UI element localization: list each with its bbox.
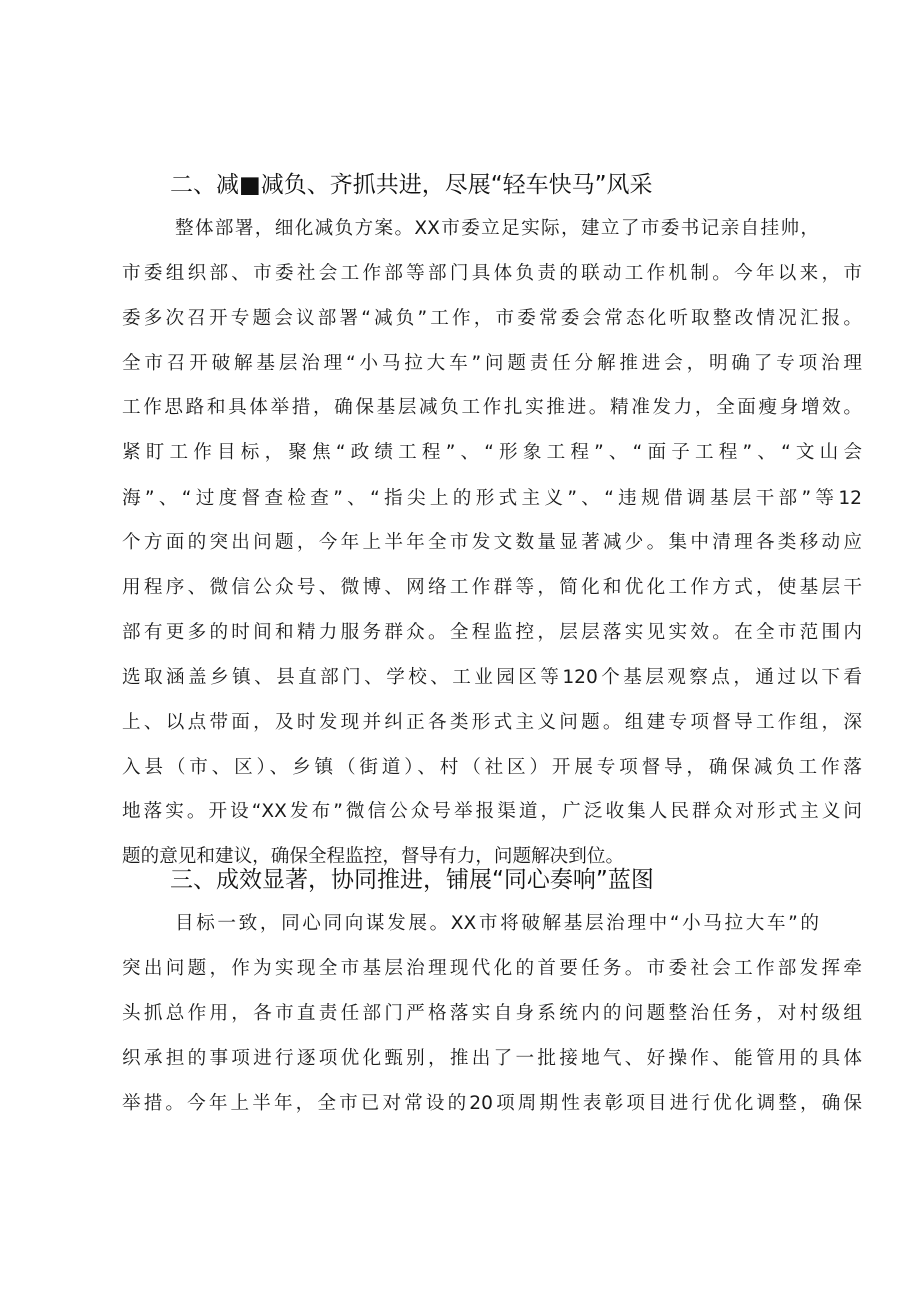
section-2-paragraph-line: 紧盯工作目标，聚焦“政绩工程”、“形象工程”、“面子工程”、“文山会 <box>122 442 862 463</box>
section-2-paragraph-line: 上、以点带面，及时发现并纠正各类形式主义问题。组建专项督导工作组，深 <box>122 712 862 733</box>
section-2-paragraph-line: 部有更多的时间和精力服务群众。全程监控，层层落实见实效。在全市范围内 <box>122 622 862 643</box>
section-2-paragraph-line: 全市召开破解基层治理“小马拉大车”问题责任分解推进会，明确了专项治理 <box>122 353 862 374</box>
section-2-paragraph-line: 整体部署，细化减负方案。XX市委立足实际，建立了市委书记亲自挂帅， <box>175 218 819 239</box>
section-2-paragraph-line: 选取涵盖乡镇、县直部门、学校、工业园区等120个基层观察点，通过以下看 <box>122 667 862 688</box>
section-2-paragraph-line: 地落实。开设“XX发布”微信公众号举报渠道，广泛收集人民群众对形式主义问 <box>122 801 862 822</box>
section-2-heading: 二、减■减负、齐抓共进，尽展“轻车快马”风采 <box>170 172 653 198</box>
section-3-paragraph-line: 举措。今年上半年，全市已对常设的20项周期性表彰项目进行优化调整，确保 <box>122 1093 862 1114</box>
section-2-paragraph-line: 工作思路和具体举措，确保基层减负工作扎实推进。精准发力，全面瘦身增效。 <box>122 397 862 418</box>
section-3-paragraph-line: 目标一致，同心同向谋发展。XX市将破解基层治理中“小马拉大车”的 <box>175 913 819 934</box>
section-3-paragraph-line: 突出问题，作为实现全市基层治理现代化的首要任务。市委社会工作部发挥牵 <box>122 958 862 979</box>
section-2-paragraph-line: 海”、“过度督查检查”、“指尖上的形式主义”、“违规借调基层干部”等12 <box>122 488 862 509</box>
section-2-paragraph-line: 个方面的突出问题，今年上半年全市发文数量显著减少。集中清理各类移动应 <box>122 532 862 553</box>
section-2-paragraph-line: 市委组织部、市委社会工作部等部门具体负责的联动工作机制。今年以来，市 <box>122 263 862 284</box>
section-2-paragraph-line: 委多次召开专题会议部署“减负”工作，市委常委会常态化听取整改情况汇报。 <box>122 308 862 329</box>
section-3-paragraph-line: 织承担的事项进行逐项优化甄别，推出了一批接地气、好操作、能管用的具体 <box>122 1048 862 1069</box>
section-2-paragraph-line: 用程序、微信公众号、微博、网络工作群等，简化和优化工作方式，使基层干 <box>122 577 862 598</box>
section-2-paragraph-line: 入县（市、区）、乡镇（街道）、村（社区）开展专项督导，确保减负工作落 <box>122 757 862 778</box>
section-2-paragraph-line: 题的意见和建议，确保全程监控，督导有力，问题解决到位。 <box>122 846 625 867</box>
section-3-heading: 三、成效显著，协同推进，铺展“同心奏响”蓝图 <box>170 867 654 893</box>
section-3-paragraph-line: 头抓总作用，各市直责任部门严格落实自身系统内的问题整治任务，对村级组 <box>122 1003 862 1024</box>
